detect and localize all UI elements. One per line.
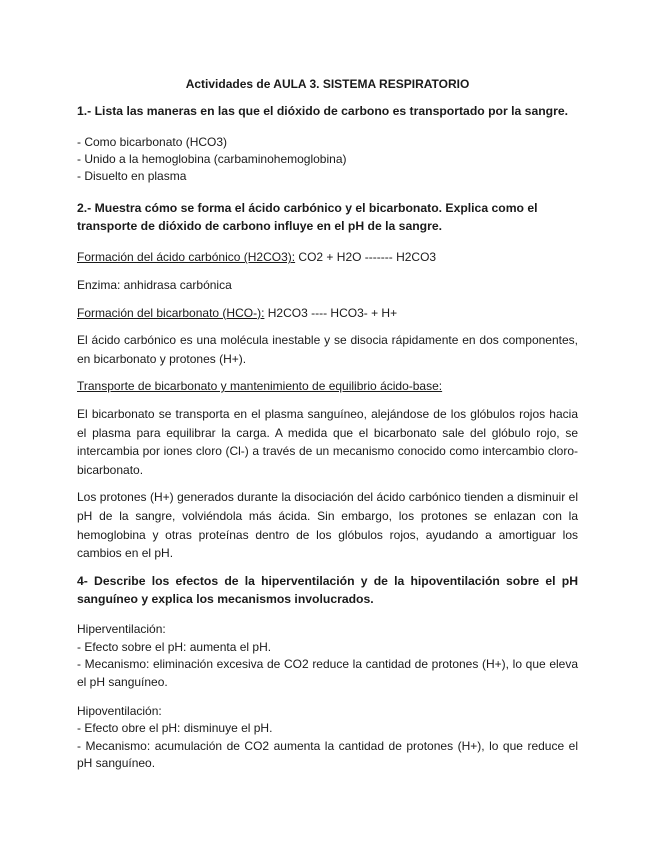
bicarbonate-formation-label: Formación del bicarbonato (HCO-): — [77, 305, 265, 320]
hyperventilation-effect: - Efecto sobre el pH: aumenta el pH. — [77, 639, 272, 654]
bicarbonate-formation-equation: H2CO3 ---- HCO3- + H+ — [264, 305, 398, 320]
document-page — [77, 76, 578, 785]
acid-formation-equation: CO2 + H2O ------- H2CO3 — [295, 250, 437, 265]
question-1-list — [77, 134, 578, 186]
list-item: - Unido a la hemoglobina (carbaminohemoglobina) — [77, 152, 347, 167]
acid-formation-label: Formación del ácido carbónico (H2CO3): — [77, 250, 296, 265]
list-item: - Disuelto en plasma — [77, 169, 187, 184]
transport-paragraph-1: El bicarbonato se transporta en el plasma sanguíneo, alejándose de los glóbulos rojos hacia el plasma para equilibrar la carga. A medida que el bicarbonato sale del glóbulo rojo, se intercambia por iones cloro (Cl-) a través de un mecanismo conocido como intercambio cloro-bicarbonato. — [77, 407, 578, 477]
document-title: Actividades de AULA 3. SISTEMA RESPIRATORIO — [185, 77, 470, 91]
spacer — [77, 691, 578, 703]
transport-paragraph-2: Los protones (H+) generados durante la disociación del ácido carbónico tienden a disminuir el pH de la sangre, volviéndola más ácida. Sin embargo, los protones se enlazan con la hemoglobina y otras proteínas dentro de los glóbulos rojos, ayudando a amortiguar los cambios en el pH. — [77, 490, 578, 561]
list-item: - Como bicarbonato (HCO3) — [77, 134, 228, 149]
enzyme-line: Enzima: anhidrasa carbónica — [77, 278, 232, 293]
question-4-heading: 4- Describe los efectos de la hiperventilación y de la hipoventilación sobre el pH sanguíneo y explica los mecanismos involucrados. — [77, 573, 578, 607]
acid-formation-line — [77, 248, 578, 267]
hypoventilation-effect: - Efecto obre el pH: disminuye el pH. — [77, 721, 273, 736]
question-2-heading: 2.- Muestra cómo se forma el ácido carbónico y el bicarbonato. Explica como el transporte de dióxido de carbono influye en el pH de la sangre. — [77, 200, 538, 234]
bicarbonate-formation-line — [77, 304, 578, 323]
hypoventilation-block — [77, 703, 578, 773]
dissociation-paragraph: El ácido carbónico es una molécula inestable y se disocia rápidamente en dos componentes, en bicarbonato y protones (H+). — [77, 333, 578, 366]
hyperventilation-block — [77, 621, 578, 691]
hyperventilation-mechanism: - Mecanismo: eliminación excesiva de CO2 reduce la cantidad de protones (H+), lo que eleva el pH sanguíneo. — [77, 657, 578, 689]
transport-heading — [77, 377, 578, 396]
hyperventilation-title: Hiperventilación: — [77, 622, 166, 637]
question-1-heading: 1.- Lista las maneras en las que el dióxido de carbono es transportado por la sangre. — [77, 104, 569, 119]
hypoventilation-title: Hipoventilación: — [77, 703, 162, 718]
transport-heading-text: Transporte de bicarbonato y mantenimiento de equilibrio ácido-base: — [77, 379, 443, 394]
hypoventilation-mechanism: - Mecanismo: acumulación de CO2 aumenta la cantidad de protones (H+), lo que reduce el pH sanguíneo. — [77, 738, 578, 771]
